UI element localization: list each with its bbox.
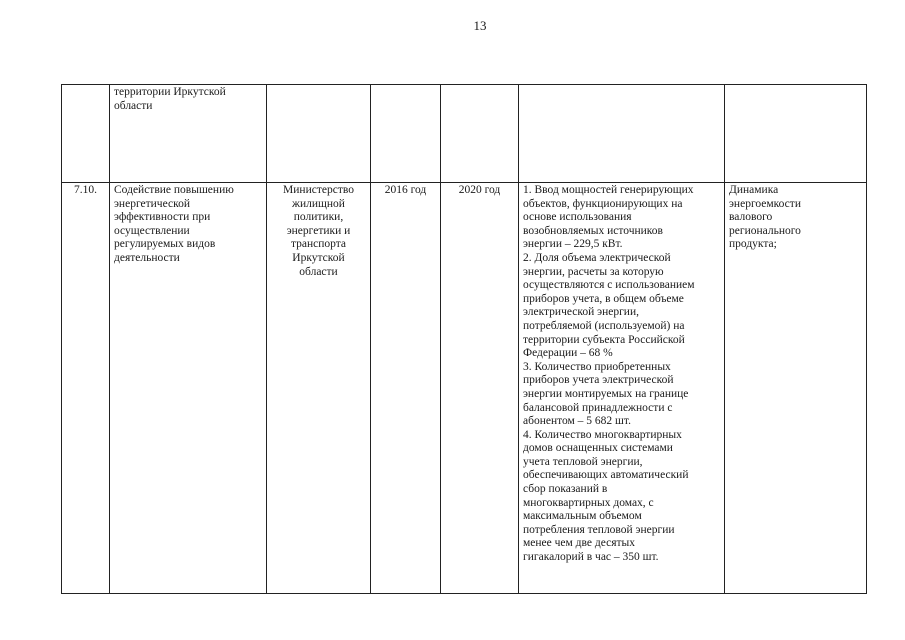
indicator-line: территории субъекта Российской bbox=[523, 333, 685, 346]
indicator-line: 3. Количество приобретенных bbox=[523, 360, 671, 373]
indicator-line: многоквартирных домах, с bbox=[523, 496, 654, 509]
executor-line: Иркутской bbox=[292, 251, 345, 264]
measure-line: области bbox=[114, 99, 153, 112]
cell-start-year bbox=[371, 85, 441, 183]
cell-executor bbox=[267, 183, 371, 594]
indicator-line: осуществляются с использованием bbox=[523, 279, 695, 292]
target-line: валового bbox=[729, 211, 773, 224]
executor-line: транспорта bbox=[290, 238, 347, 251]
page-number: 13 bbox=[473, 18, 487, 33]
table-row-7-10 bbox=[62, 183, 867, 594]
indicator-line: домов оснащенных системами bbox=[523, 442, 673, 455]
indicator-line: потребляемой (используемой) на bbox=[523, 319, 685, 332]
indicator-line: приборов учета электрической bbox=[523, 374, 674, 387]
indicator-line: электрической энергии, bbox=[523, 306, 639, 319]
cell-executor bbox=[267, 85, 371, 183]
cell-start-year: 2016 год bbox=[371, 183, 441, 594]
executor-line: политики, bbox=[293, 211, 344, 224]
indicator-line: 4. Количество многоквартирных bbox=[523, 428, 682, 441]
measure-line: Содействие повышению bbox=[114, 184, 234, 196]
indicator-line: учета тепловой энергии, bbox=[523, 455, 643, 468]
cell-indicators bbox=[519, 183, 725, 594]
measure-line: осуществлении bbox=[114, 224, 190, 237]
target-line: регионального bbox=[729, 224, 801, 237]
indicator-line: объектов, функционирующих на bbox=[523, 197, 683, 210]
measure-line: эффективности при bbox=[114, 211, 211, 224]
indicator-line: потребления тепловой энергии bbox=[523, 523, 675, 536]
cell-number: 7.10. bbox=[62, 183, 110, 594]
indicator-line: энергии, расчеты за которую bbox=[523, 265, 664, 278]
indicator-line: Федерации – 68 % bbox=[523, 347, 613, 360]
target-line: продукта; bbox=[729, 238, 777, 251]
executor-line: жилищной bbox=[292, 197, 345, 210]
indicator-line: 2. Доля объема электрической bbox=[523, 251, 671, 264]
cell-indicators bbox=[519, 85, 725, 183]
measure-line: энергетической bbox=[114, 197, 190, 210]
executor-line: энергетики и bbox=[286, 224, 351, 237]
indicator-line: энергии монтируемых на границе bbox=[523, 387, 689, 400]
indicator-line: сбор показаний в bbox=[523, 483, 608, 496]
cell-measure bbox=[110, 183, 267, 594]
indicator-line: гигакалорий в час – 350 шт. bbox=[523, 551, 659, 564]
program-measures-table bbox=[61, 84, 867, 594]
indicator-line: энергии – 229,5 кВт. bbox=[523, 238, 623, 251]
indicator-line: приборов учета, в общем объеме bbox=[523, 292, 684, 305]
indicator-line: максимальным объемом bbox=[523, 510, 642, 523]
indicator-line: 1. Ввод мощностей генерирующих bbox=[523, 184, 694, 196]
indicator-line: абонентом – 5 682 шт. bbox=[523, 415, 631, 428]
indicator-line: основе использования bbox=[523, 211, 632, 224]
executor-line: области bbox=[299, 265, 338, 278]
cell-measure bbox=[110, 85, 267, 183]
indicator-line: менее чем две десятых bbox=[523, 537, 635, 550]
measure-line: территории Иркутской bbox=[114, 86, 226, 98]
indicator-line: балансовой принадлежности с bbox=[523, 401, 673, 414]
executor-line: Министерство bbox=[283, 184, 354, 196]
cell-end-year bbox=[441, 85, 519, 183]
measure-line: регулируемых видов bbox=[114, 238, 216, 251]
indicator-line: возобновляемых источников bbox=[523, 224, 663, 237]
measure-line: деятельности bbox=[114, 251, 180, 264]
target-line: энергоемкости bbox=[729, 197, 801, 210]
cell-number bbox=[62, 85, 110, 183]
indicator-line: обеспечивающих автоматический bbox=[523, 469, 689, 482]
table-row-continued bbox=[62, 85, 867, 183]
target-line: Динамика bbox=[729, 184, 779, 196]
cell-target bbox=[725, 183, 867, 594]
cell-target bbox=[725, 85, 867, 183]
cell-end-year: 2020 год bbox=[441, 183, 519, 594]
